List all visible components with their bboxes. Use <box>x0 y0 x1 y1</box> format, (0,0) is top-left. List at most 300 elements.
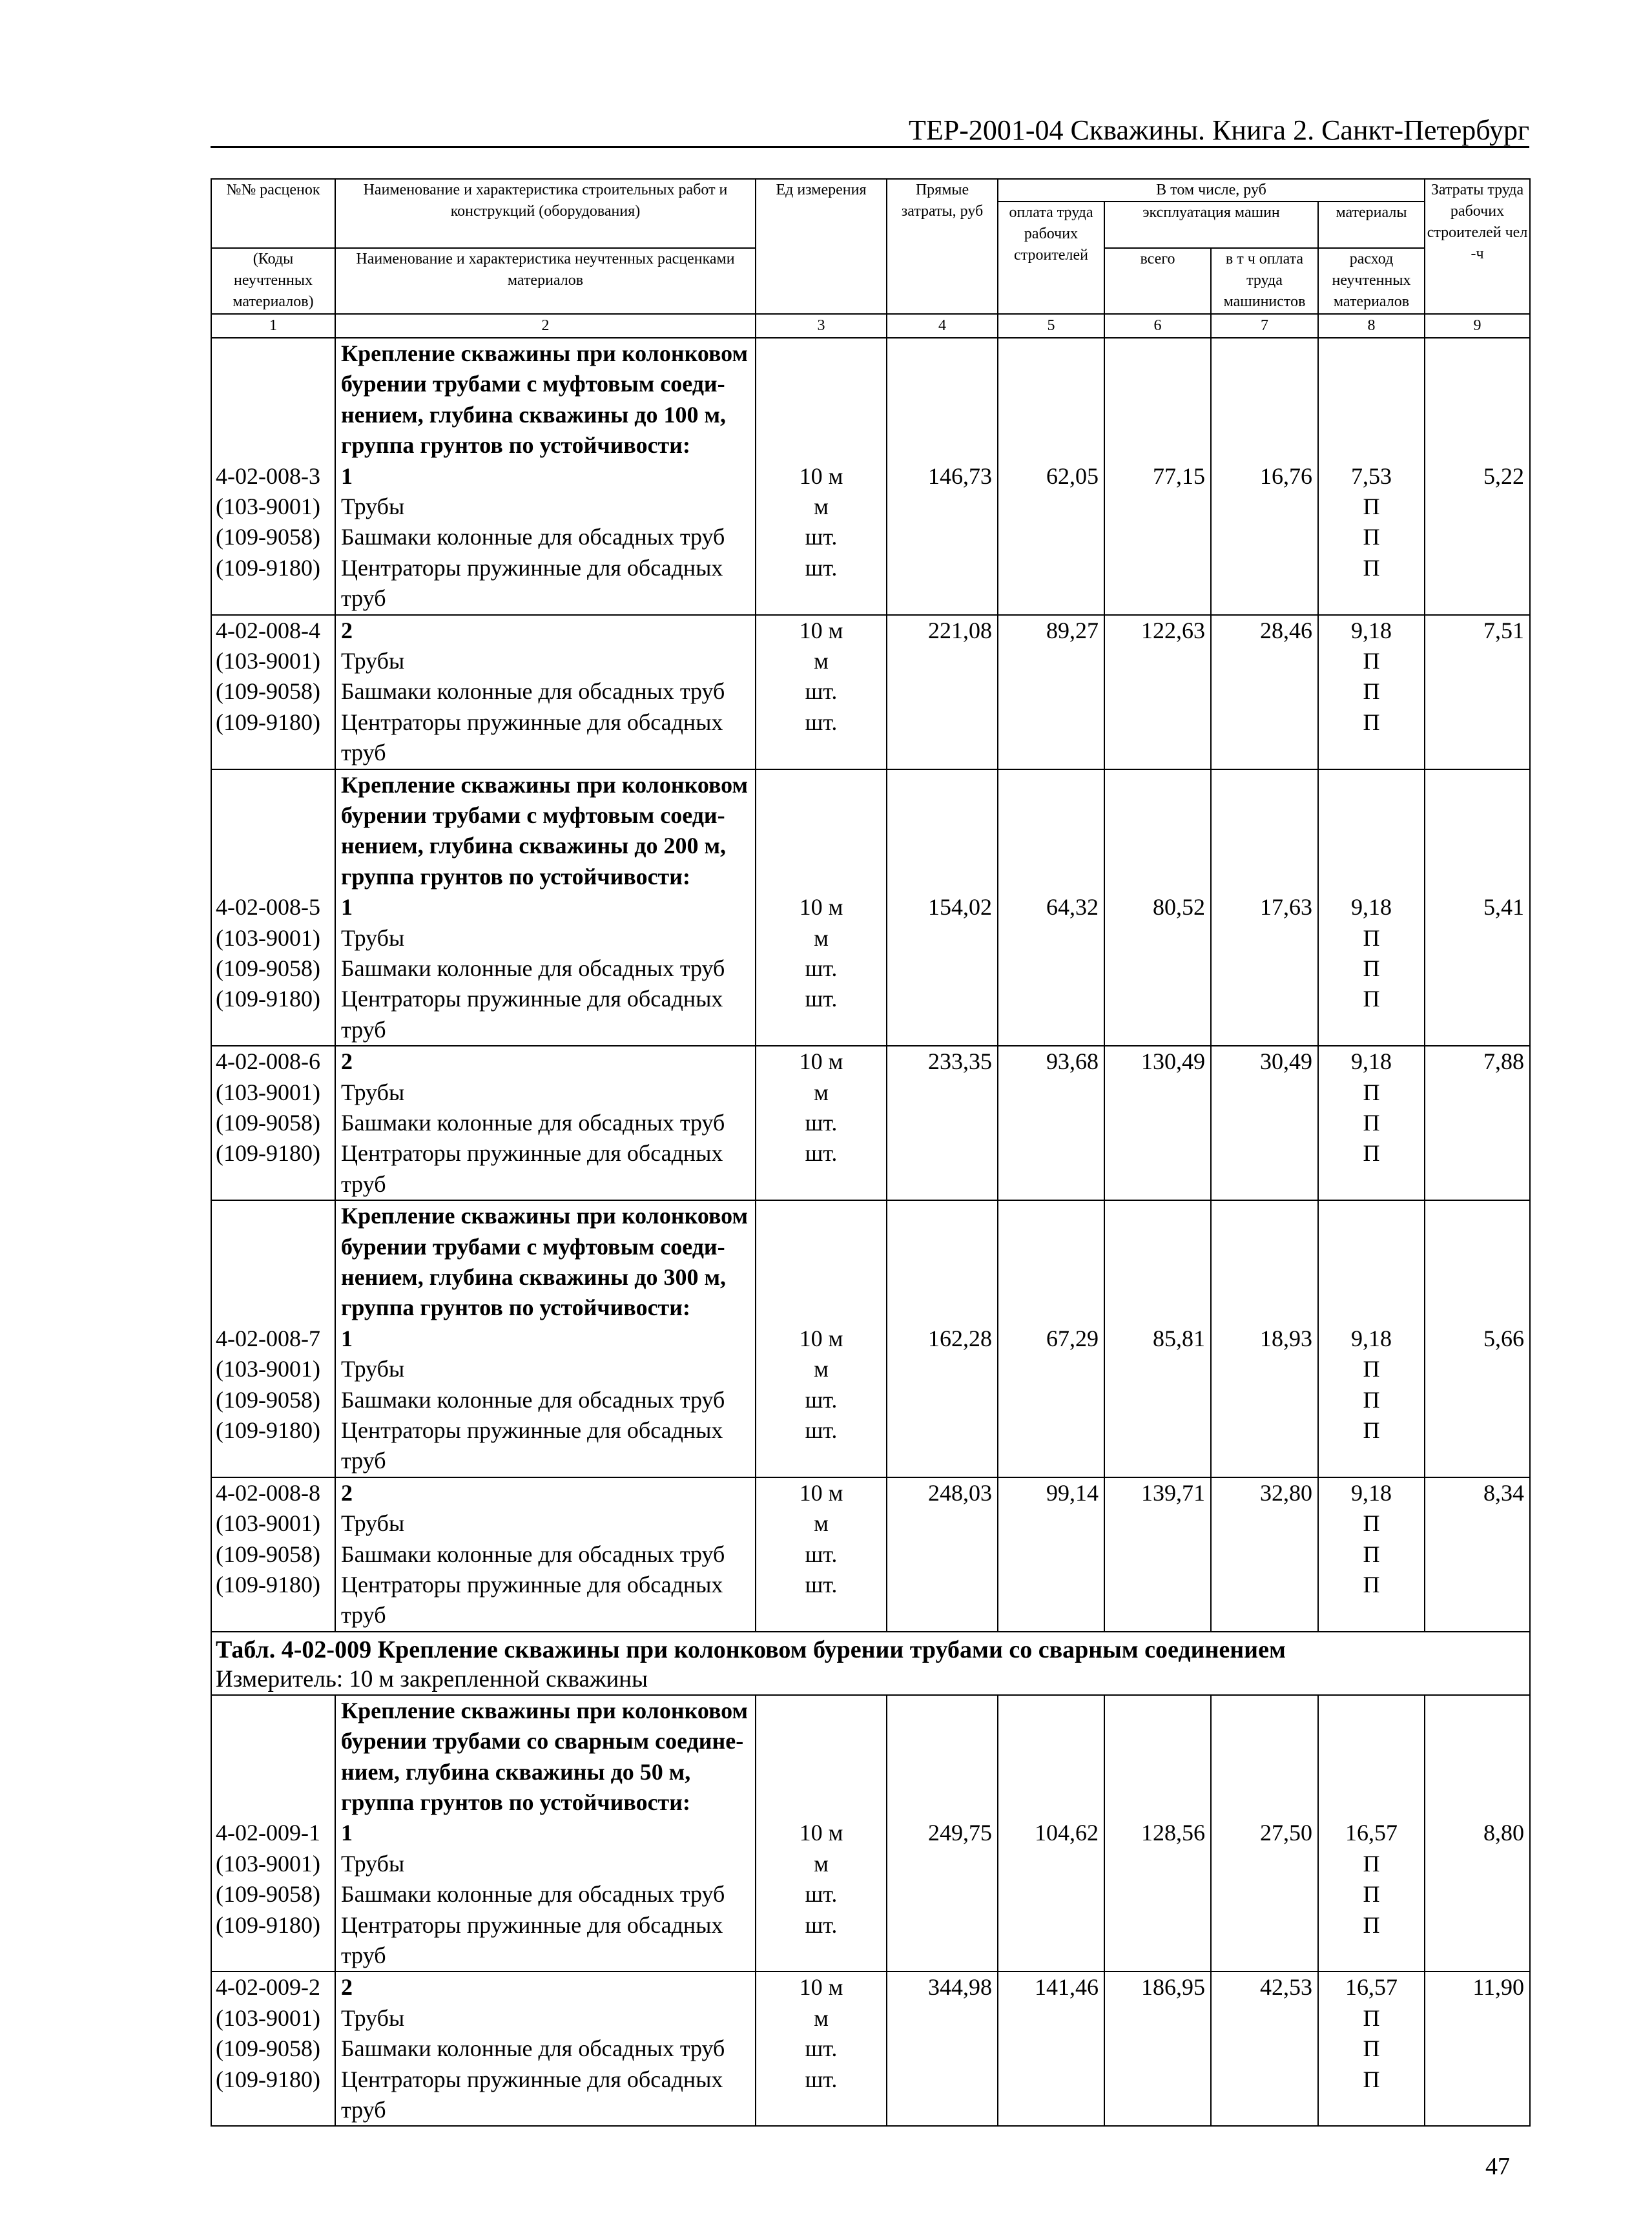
rate-code: 4-02-008-4 <box>216 617 320 643</box>
spacer <box>998 770 1104 800</box>
material-code: (109-9180) <box>216 1911 320 1938</box>
spacer <box>998 430 1104 461</box>
material-mark: П <box>1363 2035 1380 2062</box>
spacer <box>1319 1262 1424 1293</box>
spacer <box>1319 338 1424 369</box>
cell-col-3 <box>756 769 887 1046</box>
spacer <box>1425 1757 1529 1787</box>
spacer <box>1425 338 1529 369</box>
spacer <box>1425 430 1529 461</box>
spacer <box>212 1232 335 1262</box>
spacer <box>756 831 886 861</box>
spacer <box>756 770 886 800</box>
direct-costs: 146,73 <box>928 463 992 489</box>
material-name: Центраторы пружинные для обсадных труб <box>341 1571 723 1629</box>
spacer <box>1425 1232 1529 1262</box>
machines-total: 186,95 <box>1141 1974 1205 2001</box>
direct-costs: 249,75 <box>928 1820 992 1846</box>
cell-col-7 <box>1211 769 1318 1046</box>
rate-block-row <box>211 338 1530 615</box>
cell-col-1 <box>211 1046 335 1200</box>
work-heading-line: нением, глубина скважины до 200 м, <box>341 833 727 859</box>
cell-col-2 <box>335 769 756 1046</box>
cell-col-9 <box>1425 1972 1530 2126</box>
cell-col-1 <box>211 1200 335 1477</box>
material-mark: П <box>1363 2066 1380 2092</box>
running-header: ТЕР-2001-04 Скважины. Книга 2. Санкт-Петербург <box>211 115 1529 148</box>
spacer <box>887 338 997 369</box>
work-heading-line: бурении трубами со сварным соедине- <box>341 1728 744 1754</box>
spacer <box>887 1696 997 1726</box>
header-machines: эксплуатация машин <box>1104 202 1318 248</box>
material-code: (103-9001) <box>216 493 320 519</box>
spacer <box>1105 1293 1210 1323</box>
work-heading-line: Крепление скважины при колонковом <box>341 1697 748 1723</box>
cell-col-5 <box>998 1477 1104 1632</box>
header-labor-hours: Затраты труда рабочих строителей чел -ч <box>1425 179 1530 314</box>
header-materials: материалы <box>1318 202 1425 248</box>
rate-block-row <box>211 615 1530 769</box>
labor-pay: 104,62 <box>1035 1820 1099 1846</box>
labor-pay: 64,32 <box>1046 894 1099 921</box>
cell-col-8 <box>1318 1046 1425 1200</box>
material-unit: шт. <box>805 678 838 705</box>
spacer <box>1425 800 1529 831</box>
spacer <box>887 1726 997 1756</box>
spacer <box>1105 430 1210 461</box>
rate-unit: 10 м <box>799 1820 843 1846</box>
spacer <box>1212 862 1317 892</box>
material-mark: П <box>1363 493 1380 519</box>
rate-unit: 10 м <box>799 1048 843 1075</box>
spacer <box>1425 1726 1529 1756</box>
spacer <box>212 430 335 461</box>
cell-col-8 <box>1318 1200 1425 1477</box>
column-number: 9 <box>1425 314 1530 338</box>
cell-col-9 <box>1425 769 1530 1046</box>
rate-code: 4-02-008-5 <box>216 894 320 921</box>
spacer <box>756 400 886 430</box>
cell-col-8 <box>1318 338 1425 615</box>
machines-total: 128,56 <box>1141 1820 1205 1846</box>
material-unit: м <box>814 2004 829 2031</box>
cell-col-2 <box>335 1695 756 1972</box>
cell-col-2 <box>335 1200 756 1477</box>
spacer <box>887 800 997 831</box>
spacer <box>1425 400 1529 430</box>
cell-col-3 <box>756 615 887 769</box>
spacer <box>1425 831 1529 861</box>
spacer <box>1212 770 1317 800</box>
cell-col-1 <box>211 1477 335 1632</box>
spacer <box>998 862 1104 892</box>
spacer <box>1212 1726 1317 1756</box>
spacer <box>212 1726 335 1756</box>
rate-block-row <box>211 1477 1530 1632</box>
spacer <box>1212 1201 1317 1231</box>
material-name: Центраторы пружинные для обсадных труб <box>341 554 723 612</box>
spacer <box>998 338 1104 369</box>
spacer <box>212 1696 335 1726</box>
materials-cost: 7,53 <box>1351 463 1392 489</box>
cell-col-1 <box>211 1972 335 2126</box>
spacer <box>1105 862 1210 892</box>
spacer <box>212 800 335 831</box>
cell-col-5 <box>998 769 1104 1046</box>
material-mark: П <box>1363 1510 1380 1537</box>
work-heading-line: группа грунтов по устойчивости: <box>341 863 690 890</box>
table-title-cell <box>211 1632 1530 1695</box>
materials-cost: 16,57 <box>1345 1820 1398 1846</box>
work-heading-line: бурении трубами с муфтовым соеди- <box>341 1233 725 1260</box>
cell-col-1 <box>211 1695 335 1972</box>
cell-col-9 <box>1425 1477 1530 1632</box>
spacer <box>756 1201 886 1231</box>
cell-col-6 <box>1104 1200 1211 1477</box>
material-code: (103-9001) <box>216 1850 320 1877</box>
direct-costs: 233,35 <box>928 1048 992 1075</box>
spacer <box>1105 400 1210 430</box>
cell-col-6 <box>1104 1695 1211 1972</box>
material-name: Центраторы пружинные для обсадных труб <box>341 2066 723 2123</box>
spacer <box>1105 1726 1210 1756</box>
spacer <box>1425 1262 1529 1293</box>
machinists-pay: 32,80 <box>1260 1479 1312 1506</box>
material-code: (109-9058) <box>216 524 320 550</box>
cell-col-8 <box>1318 1477 1425 1632</box>
cell-col-3 <box>756 338 887 615</box>
material-name: Центраторы пружинные для обсадных труб <box>341 986 723 1043</box>
header-labor-pay: оплата труда рабочих строителей <box>998 202 1104 314</box>
machinists-pay: 17,63 <box>1260 894 1312 921</box>
material-mark: П <box>1363 924 1380 951</box>
page-number: 47 <box>1485 2153 1510 2180</box>
table-title: Табл. 4-02-009 Крепление скважины при колонковом бурении трубами со сварным соединением <box>216 1636 1286 1663</box>
spacer <box>1212 1293 1317 1323</box>
cell-col-2 <box>335 615 756 769</box>
spacer <box>212 369 335 399</box>
cell-col-4 <box>887 1200 998 1477</box>
material-unit: шт. <box>805 955 838 981</box>
column-number: 2 <box>335 314 756 338</box>
material-name: Трубы <box>341 924 405 951</box>
column-number: 7 <box>1211 314 1318 338</box>
rate-block-row <box>211 1200 1530 1477</box>
material-mark: П <box>1363 1881 1380 1908</box>
cell-col-7 <box>1211 1477 1318 1632</box>
spacer <box>212 862 335 892</box>
spacer <box>887 831 997 861</box>
material-mark: П <box>1363 524 1380 550</box>
material-code: (103-9001) <box>216 1079 320 1105</box>
material-unit: шт. <box>805 1881 838 1908</box>
spacer <box>1319 400 1424 430</box>
material-mark: П <box>1363 1079 1380 1105</box>
materials-cost: 9,18 <box>1351 1048 1392 1075</box>
spacer <box>1212 1787 1317 1818</box>
machines-total: 85,81 <box>1153 1325 1205 1351</box>
material-unit: шт. <box>805 1541 838 1567</box>
material-name: Трубы <box>341 1510 405 1537</box>
soil-group-label: 1 <box>341 894 353 921</box>
spacer <box>1212 1232 1317 1262</box>
spacer <box>1105 800 1210 831</box>
labor-hours: 7,88 <box>1483 1048 1524 1075</box>
column-number: 3 <box>756 314 887 338</box>
spacer <box>756 1757 886 1787</box>
material-mark: П <box>1363 647 1380 674</box>
direct-costs: 344,98 <box>928 1974 992 2001</box>
material-unit: шт. <box>805 1109 838 1136</box>
cell-col-7 <box>1211 615 1318 769</box>
material-unit: шт. <box>805 986 838 1012</box>
material-code: (103-9001) <box>216 924 320 951</box>
direct-costs: 154,02 <box>928 894 992 921</box>
material-name: Центраторы пружинные для обсадных труб <box>341 1140 723 1197</box>
labor-pay: 141,46 <box>1035 1974 1099 2001</box>
work-heading-line: Крепление скважины при колонковом <box>341 771 748 798</box>
cell-col-4 <box>887 1477 998 1632</box>
spacer <box>756 430 886 461</box>
material-mark: П <box>1363 1571 1380 1598</box>
material-name: Башмаки колонные для обсадных труб <box>341 1386 725 1413</box>
soil-group-label: 2 <box>341 1974 353 2001</box>
direct-costs: 221,08 <box>928 617 992 643</box>
materials-cost: 9,18 <box>1351 617 1392 643</box>
cell-col-5 <box>998 615 1104 769</box>
spacer <box>1425 369 1529 399</box>
spacer <box>212 1262 335 1293</box>
spacer <box>887 369 997 399</box>
spacer <box>1212 1262 1317 1293</box>
cell-col-6 <box>1104 1477 1211 1632</box>
spacer <box>756 1696 886 1726</box>
spacer <box>1425 862 1529 892</box>
cell-col-3 <box>756 1046 887 1200</box>
spacer <box>1105 1262 1210 1293</box>
cell-col-3 <box>756 1972 887 2126</box>
cell-col-3 <box>756 1695 887 1972</box>
material-code: (109-9058) <box>216 1541 320 1567</box>
material-unit: шт. <box>805 1417 838 1443</box>
cell-col-1 <box>211 769 335 1046</box>
spacer <box>998 831 1104 861</box>
spacer <box>1212 1757 1317 1787</box>
spacer <box>1425 770 1529 800</box>
spacer <box>1212 1696 1317 1726</box>
cell-col-6 <box>1104 1972 1211 2126</box>
material-mark: П <box>1363 1417 1380 1443</box>
cell-col-8 <box>1318 1695 1425 1972</box>
spacer <box>1425 1787 1529 1818</box>
labor-pay: 99,14 <box>1046 1479 1099 1506</box>
column-number: 6 <box>1104 314 1211 338</box>
work-heading-line: нением, глубина скважины до 300 м, <box>341 1264 727 1290</box>
machinists-pay: 16,76 <box>1260 463 1312 489</box>
spacer <box>212 338 335 369</box>
cell-col-5 <box>998 1200 1104 1477</box>
machines-total: 139,71 <box>1141 1479 1205 1506</box>
rate-block-row <box>211 1972 1530 2126</box>
spacer <box>1212 400 1317 430</box>
spacer <box>212 831 335 861</box>
spacer <box>998 1696 1104 1726</box>
cell-col-7 <box>1211 338 1318 615</box>
materials-cost: 9,18 <box>1351 894 1392 921</box>
column-number: 5 <box>998 314 1104 338</box>
header-machines-total: всего <box>1104 248 1211 314</box>
soil-group-label: 1 <box>341 463 353 489</box>
material-mark: П <box>1363 1541 1380 1567</box>
cell-col-2 <box>335 338 756 615</box>
materials-cost: 16,57 <box>1345 1974 1398 2001</box>
cell-col-6 <box>1104 769 1211 1046</box>
work-heading-line: группа грунтов по устойчивости: <box>341 1295 690 1321</box>
cell-col-5 <box>998 338 1104 615</box>
material-mark: П <box>1363 709 1380 735</box>
rate-unit: 10 м <box>799 1974 843 2001</box>
labor-hours: 11,90 <box>1472 1974 1524 2001</box>
table-title-row <box>211 1632 1530 1695</box>
material-code: (109-9058) <box>216 1109 320 1136</box>
spacer <box>1319 1757 1424 1787</box>
spacer <box>1105 1201 1210 1231</box>
material-code: (109-9058) <box>216 2035 320 2062</box>
rate-block-row <box>211 769 1530 1046</box>
spacer <box>1319 770 1424 800</box>
cell-col-6 <box>1104 338 1211 615</box>
cell-col-4 <box>887 615 998 769</box>
spacer <box>1425 1293 1529 1323</box>
rate-block-row <box>211 1046 1530 1200</box>
spacer <box>1319 1696 1424 1726</box>
spacer <box>998 1726 1104 1756</box>
material-mark: П <box>1363 678 1380 705</box>
material-code: (109-9180) <box>216 986 320 1012</box>
spacer <box>212 1293 335 1323</box>
spacer <box>1319 1201 1424 1231</box>
spacer <box>1319 862 1424 892</box>
material-unit: шт. <box>805 709 838 735</box>
material-unit: шт. <box>805 554 838 581</box>
material-mark: П <box>1363 1356 1380 1382</box>
work-heading-line: нением, глубина скважины до 100 м, <box>341 401 727 428</box>
machinists-pay: 18,93 <box>1260 1325 1312 1351</box>
cell-col-7 <box>1211 1046 1318 1200</box>
header-materials-use: расход неучтенных материалов <box>1318 248 1425 314</box>
material-code: (103-9001) <box>216 1510 320 1537</box>
spacer <box>756 369 886 399</box>
spacer <box>212 1201 335 1231</box>
spacer <box>887 1201 997 1231</box>
cell-col-9 <box>1425 1200 1530 1477</box>
spacer <box>756 862 886 892</box>
spacer <box>998 1757 1104 1787</box>
work-heading-line: нием, глубина скважины до 50 м, <box>341 1758 691 1785</box>
spacer <box>1105 831 1210 861</box>
material-code: (103-9001) <box>216 2004 320 2031</box>
material-unit: м <box>814 1510 829 1537</box>
rate-code: 4-02-009-1 <box>216 1820 320 1846</box>
material-unit: шт. <box>805 1911 838 1938</box>
material-code: (109-9180) <box>216 1140 320 1167</box>
labor-pay: 89,27 <box>1046 617 1099 643</box>
cell-col-9 <box>1425 338 1530 615</box>
spacer <box>887 1787 997 1818</box>
material-name: Башмаки колонные для обсадных труб <box>341 1541 725 1567</box>
material-mark: П <box>1363 986 1380 1012</box>
cell-col-5 <box>998 1695 1104 1972</box>
machines-total: 130,49 <box>1141 1048 1205 1075</box>
spacer <box>212 1757 335 1787</box>
machines-total: 122,63 <box>1141 617 1205 643</box>
header-including: В том числе, руб <box>998 179 1425 202</box>
spacer <box>1105 369 1210 399</box>
machines-total: 80,52 <box>1153 894 1205 921</box>
material-unit: м <box>814 1356 829 1382</box>
soil-group-label: 1 <box>341 1820 353 1846</box>
material-name: Башмаки колонные для обсадных труб <box>341 1881 725 1908</box>
cell-col-5 <box>998 1046 1104 1200</box>
spacer <box>212 770 335 800</box>
material-unit: шт. <box>805 2035 838 2062</box>
cell-col-2 <box>335 1046 756 1200</box>
rate-code: 4-02-008-3 <box>216 463 320 489</box>
cell-col-9 <box>1425 615 1530 769</box>
machinists-pay: 30,49 <box>1260 1048 1312 1075</box>
header-direct-costs: Прямые затраты, руб <box>887 179 998 314</box>
spacer <box>1105 1696 1210 1726</box>
soil-group-label: 1 <box>341 1325 353 1351</box>
material-code: (109-9058) <box>216 1386 320 1413</box>
rate-unit: 10 м <box>799 1325 843 1351</box>
spacer <box>756 800 886 831</box>
rate-block-row <box>211 1695 1530 1972</box>
material-name: Трубы <box>341 2004 405 2031</box>
labor-hours: 5,22 <box>1483 463 1524 489</box>
column-number: 1 <box>211 314 335 338</box>
header-machinists-pay: в т ч оплата труда машинистов <box>1211 248 1318 314</box>
material-code: (103-9001) <box>216 1356 320 1382</box>
spacer <box>887 1232 997 1262</box>
spacer <box>998 800 1104 831</box>
labor-hours: 5,66 <box>1483 1325 1524 1351</box>
spacer <box>1319 1787 1424 1818</box>
spacer <box>1212 369 1317 399</box>
material-code: (109-9058) <box>216 678 320 705</box>
spacer <box>1212 430 1317 461</box>
material-name: Трубы <box>341 647 405 674</box>
cell-col-9 <box>1425 1695 1530 1972</box>
material-name: Трубы <box>341 493 405 519</box>
material-code: (109-9180) <box>216 2066 320 2092</box>
cell-col-6 <box>1104 615 1211 769</box>
spacer <box>887 430 997 461</box>
material-unit: шт. <box>805 524 838 550</box>
spacer <box>212 1787 335 1818</box>
work-heading-line: группа грунтов по устойчивости: <box>341 1789 690 1815</box>
labor-pay: 67,29 <box>1046 1325 1099 1351</box>
header-material-codes: (Коды неучтенных материалов) <box>211 248 335 314</box>
material-unit: м <box>814 1079 829 1105</box>
header-material-names: Наименование и характеристика неучтенных расценками материалов <box>335 248 756 314</box>
spacer <box>1319 1293 1424 1323</box>
rate-unit: 10 м <box>799 463 843 489</box>
spacer <box>998 1787 1104 1818</box>
work-heading-line: Крепление скважины при колонковом <box>341 340 748 366</box>
material-code: (103-9001) <box>216 647 320 674</box>
cell-col-2 <box>335 1477 756 1632</box>
